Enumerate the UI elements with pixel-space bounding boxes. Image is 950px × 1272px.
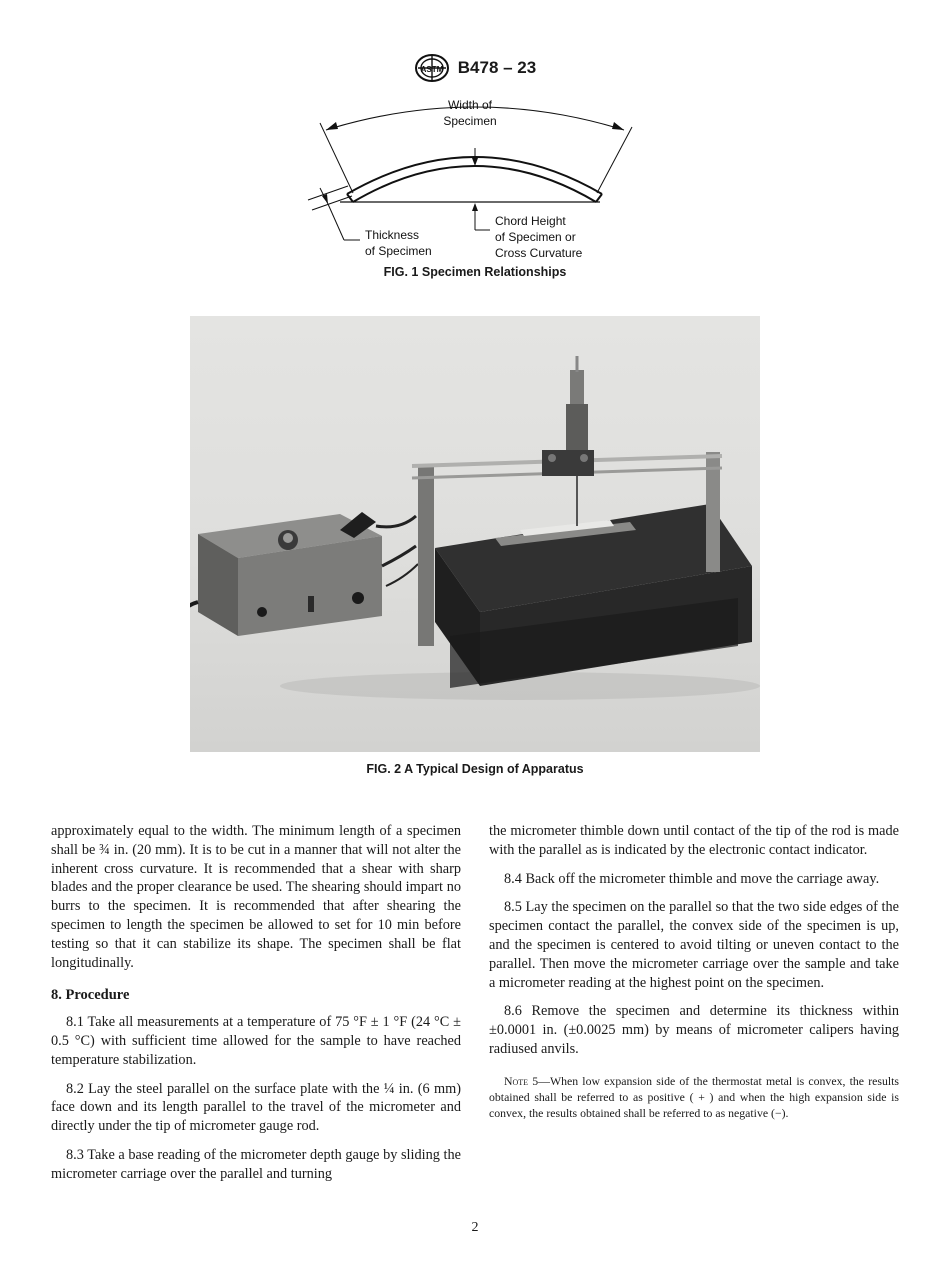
chord-label-line2: of Specimen or	[495, 230, 576, 244]
paragraph-8-3-continuation: the micrometer thimble down until contact of the tip of the rod is made with the parallel as is indicated by the electronic contact indicator.	[489, 823, 899, 858]
standard-designation: B478 – 23	[457, 58, 537, 77]
post-left	[418, 466, 434, 646]
thickness-label-line2: of Specimen	[365, 244, 432, 258]
figure-2-caption: FIG. 2 A Typical Design of Apparatus	[366, 762, 584, 776]
svg-text:ASTM: ASTM	[420, 65, 444, 74]
width-arrow-right	[612, 122, 624, 130]
control-box	[190, 512, 382, 636]
micrometer-carriage	[542, 450, 594, 476]
page-number: 2	[471, 1220, 479, 1235]
specimen-strip-inner	[353, 166, 596, 202]
section-heading-procedure: 8. Procedure	[51, 987, 130, 1004]
note-5	[489, 1073, 899, 1122]
paragraph-8-4: 8.4 Back off the micrometer thimble and move the carriage away.	[504, 870, 880, 887]
page-header	[0, 52, 950, 84]
figure-1-caption: FIG. 1 Specimen Relationships	[383, 265, 567, 279]
astm-logo-icon	[414, 53, 450, 83]
width-label-line2: Specimen	[443, 114, 497, 128]
note-label: Note 5	[504, 1073, 539, 1088]
paragraph-8-5: 8.5 Lay the specimen on the parallel so that the two side edges of the specimen contact the parallel, the convex side of the specimen is up, and the specimen is centered to avoid tilting or uneven contact to the parallel. Then move the micrometer carriage over the sample and take a micrometer reading at the highest point on the specimen.	[489, 899, 899, 991]
chord-label-line1: Chord Height	[495, 214, 566, 228]
apparatus-photo-illustration	[190, 316, 760, 752]
post-right	[706, 452, 720, 572]
paragraph-8-2: 8.2 Lay the steel parallel on the surface plate with the ¼ in. (6 mm) face down and its length parallel to the travel of the micrometer and directly under the tip of micrometer gauge rod.	[51, 1080, 461, 1135]
right-column	[489, 822, 899, 1132]
figure-1-diagram	[300, 90, 650, 262]
chord-label-line3: Cross Curvature	[495, 246, 583, 260]
specimen-relationships-diagram	[300, 90, 650, 262]
width-label-line1: Width of	[447, 98, 493, 112]
thickness-label-line1: Thickness	[365, 228, 420, 242]
extension-line-left	[320, 123, 353, 193]
left-column	[51, 822, 461, 1194]
figure-2-photo	[190, 316, 760, 752]
paragraph-8-1: 8.1 Take all measurements at a temperature of 75 °F ± 1 °F (24 °C ± 0.5 °C) with sufficient time allowed for the sample to have reached temperature stabilization.	[51, 1014, 461, 1068]
note-text: —When low expansion side of the thermostat metal is convex, the results obtained shall be referred to as positive ( + ) and when the high expansion side is convex, the results obtained shall be referred to as negative (−).	[489, 1073, 899, 1121]
paragraph-8-6: 8.6 Remove the specimen and determine its thickness within ±0.0001 in. (±0.0025 mm) by means of micrometer calipers having radiused anvils.	[489, 1003, 899, 1057]
paragraph-8-3: 8.3 Take a base reading of the micrometer depth gauge by sliding the micrometer carriage over the parallel and turning	[51, 1146, 461, 1182]
thickness-line-2	[312, 196, 352, 210]
thickness-line-1	[308, 186, 348, 200]
width-arrow-left	[326, 122, 338, 130]
paragraph-continuation: approximately equal to the width. The minimum length of a specimen shall be ¾ in. (20 mm). It is to be cut in a manner that will not alter the inherent cross curvature. It is recommended that a shear with sharp blades and the proper clearance be used. The shearing should impart no burrs to the specimen. It is recommended that after shearing the specimen to length the specimen be allowed to set for 10 min before testing so that it can stabilize its shape. The specimen shall be flat longitudinally.	[51, 823, 461, 971]
extension-line-right	[597, 127, 632, 193]
